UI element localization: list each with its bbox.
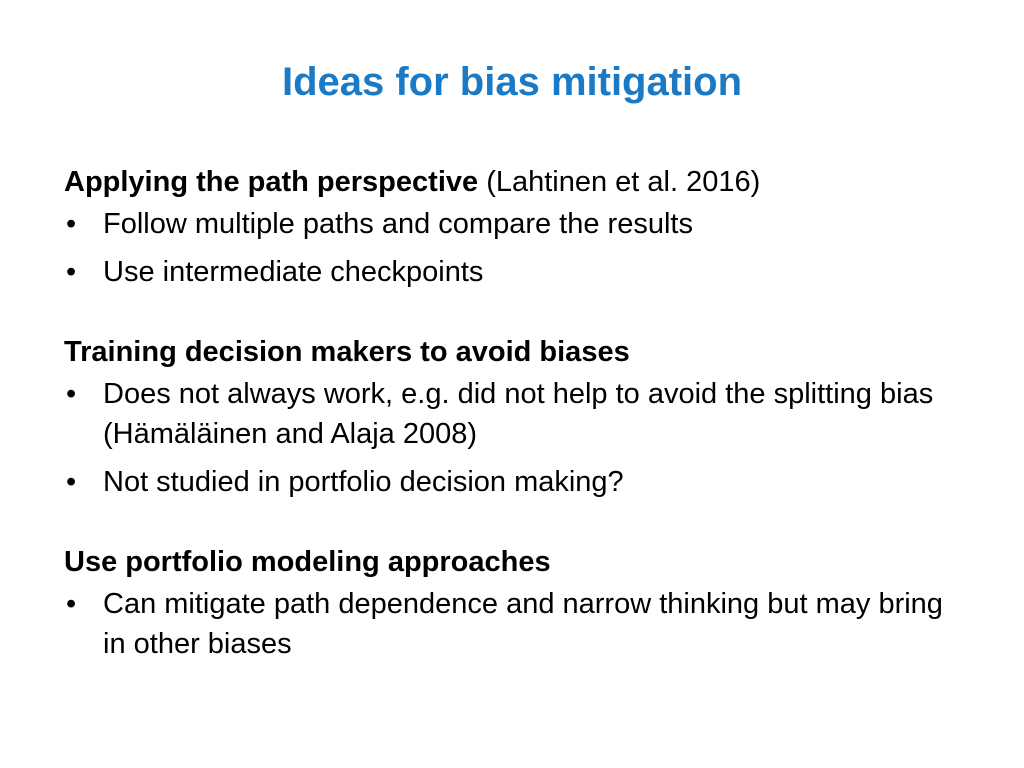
bullet-icon: • [66, 256, 77, 288]
section-heading [64, 330, 964, 374]
bullet-text: Does not always work, e.g. did not help to avoid the splitting bias (Hämäläinen and Alaja 2008) [103, 378, 934, 450]
bullet-item [64, 204, 964, 244]
bullet-item [64, 252, 964, 292]
bullet-text: Follow multiple paths and compare the results [103, 208, 693, 240]
section-heading-bold: Training decision makers to avoid biases [64, 336, 630, 368]
bullet-text: Use intermediate checkpoints [103, 256, 484, 288]
section-path-perspective [64, 160, 964, 292]
bullet-item [64, 374, 964, 454]
section-training-decision-makers [64, 330, 964, 502]
bullet-icon: • [66, 208, 77, 240]
section-heading-bold: Use portfolio modeling approaches [64, 546, 551, 578]
bullet-list [64, 584, 964, 664]
section-portfolio-modeling [64, 540, 964, 664]
slide-content [64, 160, 964, 702]
section-heading [64, 160, 964, 204]
bullet-icon: • [66, 378, 77, 410]
section-heading [64, 540, 964, 584]
bullet-icon: • [66, 466, 77, 498]
bullet-item [64, 584, 964, 664]
bullet-item [64, 462, 964, 502]
bullet-text: Not studied in portfolio decision making? [103, 466, 624, 498]
section-heading-bold: Applying the path perspective [64, 166, 479, 198]
bullet-text: Can mitigate path dependence and narrow thinking but may bring in other biases [103, 588, 943, 660]
slide-title: Ideas for bias mitigation [281, 60, 743, 104]
section-heading-citation: (Lahtinen et al. 2016) [478, 166, 761, 198]
bullet-icon: • [66, 588, 77, 620]
bullet-list [64, 374, 964, 502]
bullet-list [64, 204, 964, 292]
